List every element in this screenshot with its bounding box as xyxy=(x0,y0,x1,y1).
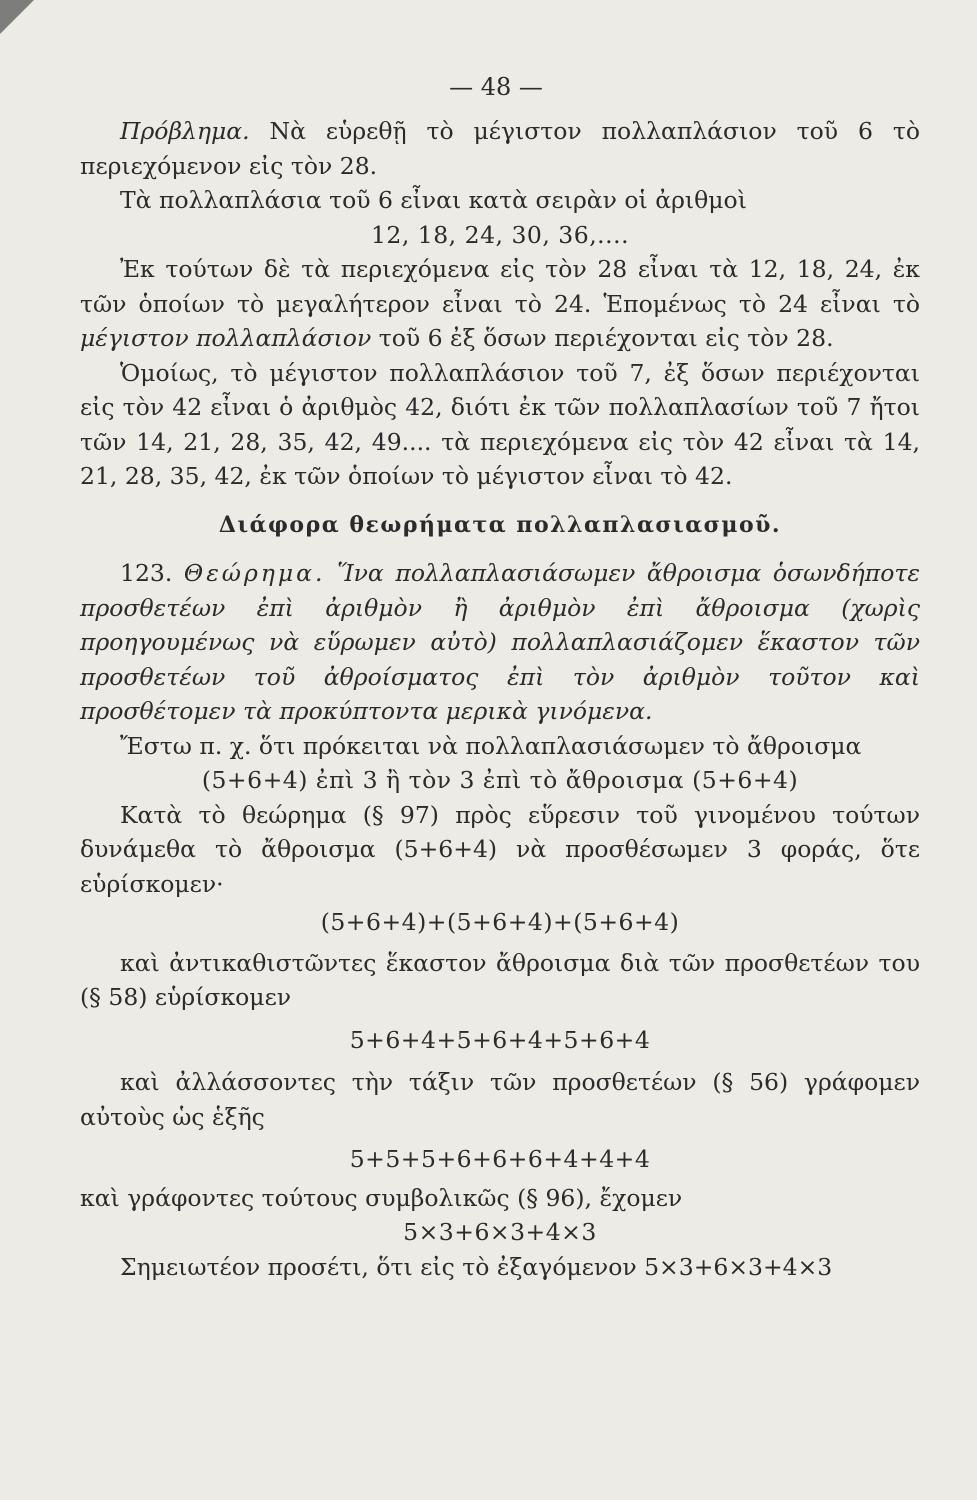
multiples-intro: Τὰ πολλαπλάσια τοῦ 6 εἶναι κατὰ σειρὰν οἱ ἀριθμοὶ xyxy=(120,186,747,214)
book-page xyxy=(80,70,920,1284)
multiples-formula: 12, 18, 24, 30, 36,.... xyxy=(370,220,630,249)
formula-2: 5+6+4+5+6+4+5+6+4 xyxy=(349,1025,651,1054)
problem-text: Νὰ εὑρεθῇ τὸ μέγιστον πολλαπλάσιον τοῦ 6 τὸ περιεχόμενον εἰς τὸν 28. xyxy=(80,117,920,180)
paragraph-4: καὶ ἀντικαθιστῶντες ἕκαστον ἄθροισμα διὰ τῶν προσθετέων του (§ 58) εὑρίσκομεν xyxy=(80,948,920,1011)
paragraph-1-text: Ἐκ τούτων δὲ τὰ περιεχόμενα εἰς τὸν 28 εἶναι τὰ 12, 18, 24, ἐκ τῶν ὁποίων τὸ μεγαλήτερον εἶναι τὸ 24. Ἑπομένως τὸ 24 εἶναι τὸ xyxy=(80,255,920,318)
formula-3: 5+5+5+6+6+6+4+4+4 xyxy=(349,1145,651,1173)
paragraph-5: καὶ ἀλλάσσοντες τὴν τάξιν τῶν προσθετέων (§ 56) γράφομεν αὐτοὺς ὡς ἑξῆς xyxy=(80,1068,920,1131)
problem-paragraph xyxy=(80,114,920,183)
theorem-paragraph xyxy=(80,556,920,729)
paragraph-6: καὶ γράφοντες τούτους συμβολικῶς (§ 96), ἔχομεν xyxy=(80,1183,683,1212)
formula-4: 5×3+6×3+4×3 xyxy=(403,1218,597,1246)
paragraph-1-end: τοῦ 6 ἐξ ὅσων περιέχονται εἰς τὸν 28. xyxy=(378,324,834,352)
page-corner-shadow xyxy=(0,0,34,34)
theorem-label: Θεώρημα. xyxy=(183,559,326,587)
paragraph-1-italic: μέγιστον πολλαπλάσιον xyxy=(80,324,372,352)
page-number: — 48 — xyxy=(449,73,543,101)
paragraph-3: Κατὰ τὸ θεώρημα (§ 97) πρὸς εὕρεσιν τοῦ γινομένου τούτων δυνάμεθα τὸ ἄθροισμα (5+6+4) νὰ προσθέσωμεν 3 φοράς, ὅτε εὑρίσκομεν· xyxy=(80,800,920,898)
theorem-text: Ἵνα πολλαπλασιάσωμεν ἄθροισμα ὁσωνδήποτε προσθετέων ἐπὶ ἀριθμὸν ἢ ἀριθμὸν ἐπὶ ἄθροισμα (χωρὶς προηγουμένως νὰ εὕρωμεν αὐτὸ) πολλαπλασιάζομεν ἕκαστον τῶν προσθετέων τοῦ ἀθροίσματος ἐπὶ τὸν ἀριθμὸν τοῦτον καὶ προσθέτομεν τὰ προκύπτοντα μερικὰ γινόμενα. xyxy=(80,559,920,725)
example-intro: Ἔστω π. χ. ὅτι πρόκειται νὰ πολλαπλασιάσωμεν τὸ ἄθροισμα xyxy=(120,731,862,760)
example-formula: (5+6+4) ἐπὶ 3 ἢ τὸν 3 ἐπὶ τὸ ἄθροισμα (5+6+4) xyxy=(201,766,799,794)
paragraph-2: Ὁμοίως, τὸ μέγιστον πολλαπλάσιον τοῦ 7, ἐξ ὅσων περιέχονται εἰς τὸν 42 εἶναι ὁ ἀριθμὸς 42, διότι ἐκ τῶν πολλαπλασίων τοῦ 7 ἤτοι τῶν 14, 21, 28, 35, 42, 49.... τὰ περιεχόμενα εἰς τὸν 42 εἶναι τὰ 14, 21, 28, 35, 42, ἐκ τῶν ὁποίων τὸ μέγιστον εἶναι τὸ 42. xyxy=(80,358,920,490)
paragraph-1 xyxy=(80,252,920,356)
formula-1: (5+6+4)+(5+6+4)+(5+6+4) xyxy=(320,908,680,936)
problem-label: Πρόβλημα. xyxy=(120,117,250,145)
theorem-number: 123. xyxy=(120,559,173,587)
section-heading: Διάφορα θεωρήματα πολλαπλασιασμοῦ. xyxy=(218,511,782,538)
paragraph-7: Σημειωτέον προσέτι, ὅτι εἰς τὸ ἐξαγόμενον 5×3+6×3+4×3 xyxy=(120,1252,833,1281)
